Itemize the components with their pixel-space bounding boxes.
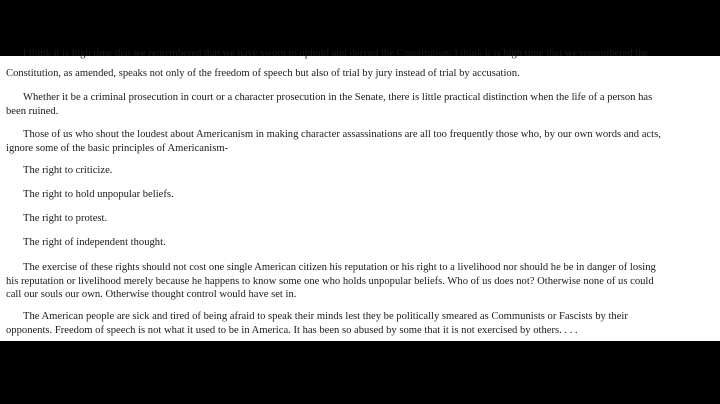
list-item-text: The right of independent thought. (23, 237, 166, 248)
paragraph-line: Whether it be a criminal prosecution in court or a character prosecution in the Senate, there is little practical distinction when the life of a person has (23, 92, 653, 103)
paragraph-americanism (6, 128, 708, 155)
paragraph-line: opponents. Freedom of speech is not what it used to be in America. It has been so abused by some that it is not exercised by others. . . . (6, 324, 578, 336)
document-page (0, 48, 720, 341)
list-item-right-independent-thought (6, 236, 708, 250)
paragraph-american-people (6, 310, 708, 337)
list-item-text: The right to hold unpopular beliefs. (23, 189, 174, 200)
clipped-text-line (6, 47, 708, 61)
paragraph-line: The exercise of these rights should not cost one single American citizen his reputation or his right to a livelihood nor should he be in danger of losing (23, 262, 656, 273)
paragraph-line: been ruined. (6, 105, 59, 117)
paragraph-line: ignore some of the basic principles of Americanism- (6, 142, 229, 154)
list-item-text: The right to protest. (23, 213, 108, 224)
list-item-right-unpopular-beliefs (6, 188, 708, 202)
list-item-right-to-protest (6, 212, 708, 226)
paragraph-line: his reputation or livelihood merely because he happens to know some one who holds unpopular beliefs. Who of us does not? Otherwise none of us could (6, 275, 654, 287)
list-item-text: The right to criticize. (23, 165, 113, 176)
list-item-right-to-criticize (6, 164, 708, 178)
paragraph-exercise-of-rights (6, 261, 708, 302)
paragraph-line: Constitution, as amended, speaks not only of the freedom of speech but also of trial by jury instead of trial by accusation. (6, 68, 520, 79)
clipped-line-text: I think it is high time that we remembered that we have sworn to uphold and defend the Constitution. I think it is high time that we remembered the (23, 48, 649, 59)
paragraph-prosecution (6, 91, 708, 118)
paragraph-line: call our souls our own. Otherwise thought control would have set in. (6, 289, 297, 300)
paragraph-line: The American people are sick and tired of being afraid to speak their minds lest they be politically smeared as Communists or Fascists by their (23, 311, 628, 322)
paragraph-line: Those of us who shout the loudest about Americanism in making character assassinations are all too frequently those who, by our own words and acts, (23, 129, 661, 140)
paragraph-constitution (6, 67, 708, 81)
